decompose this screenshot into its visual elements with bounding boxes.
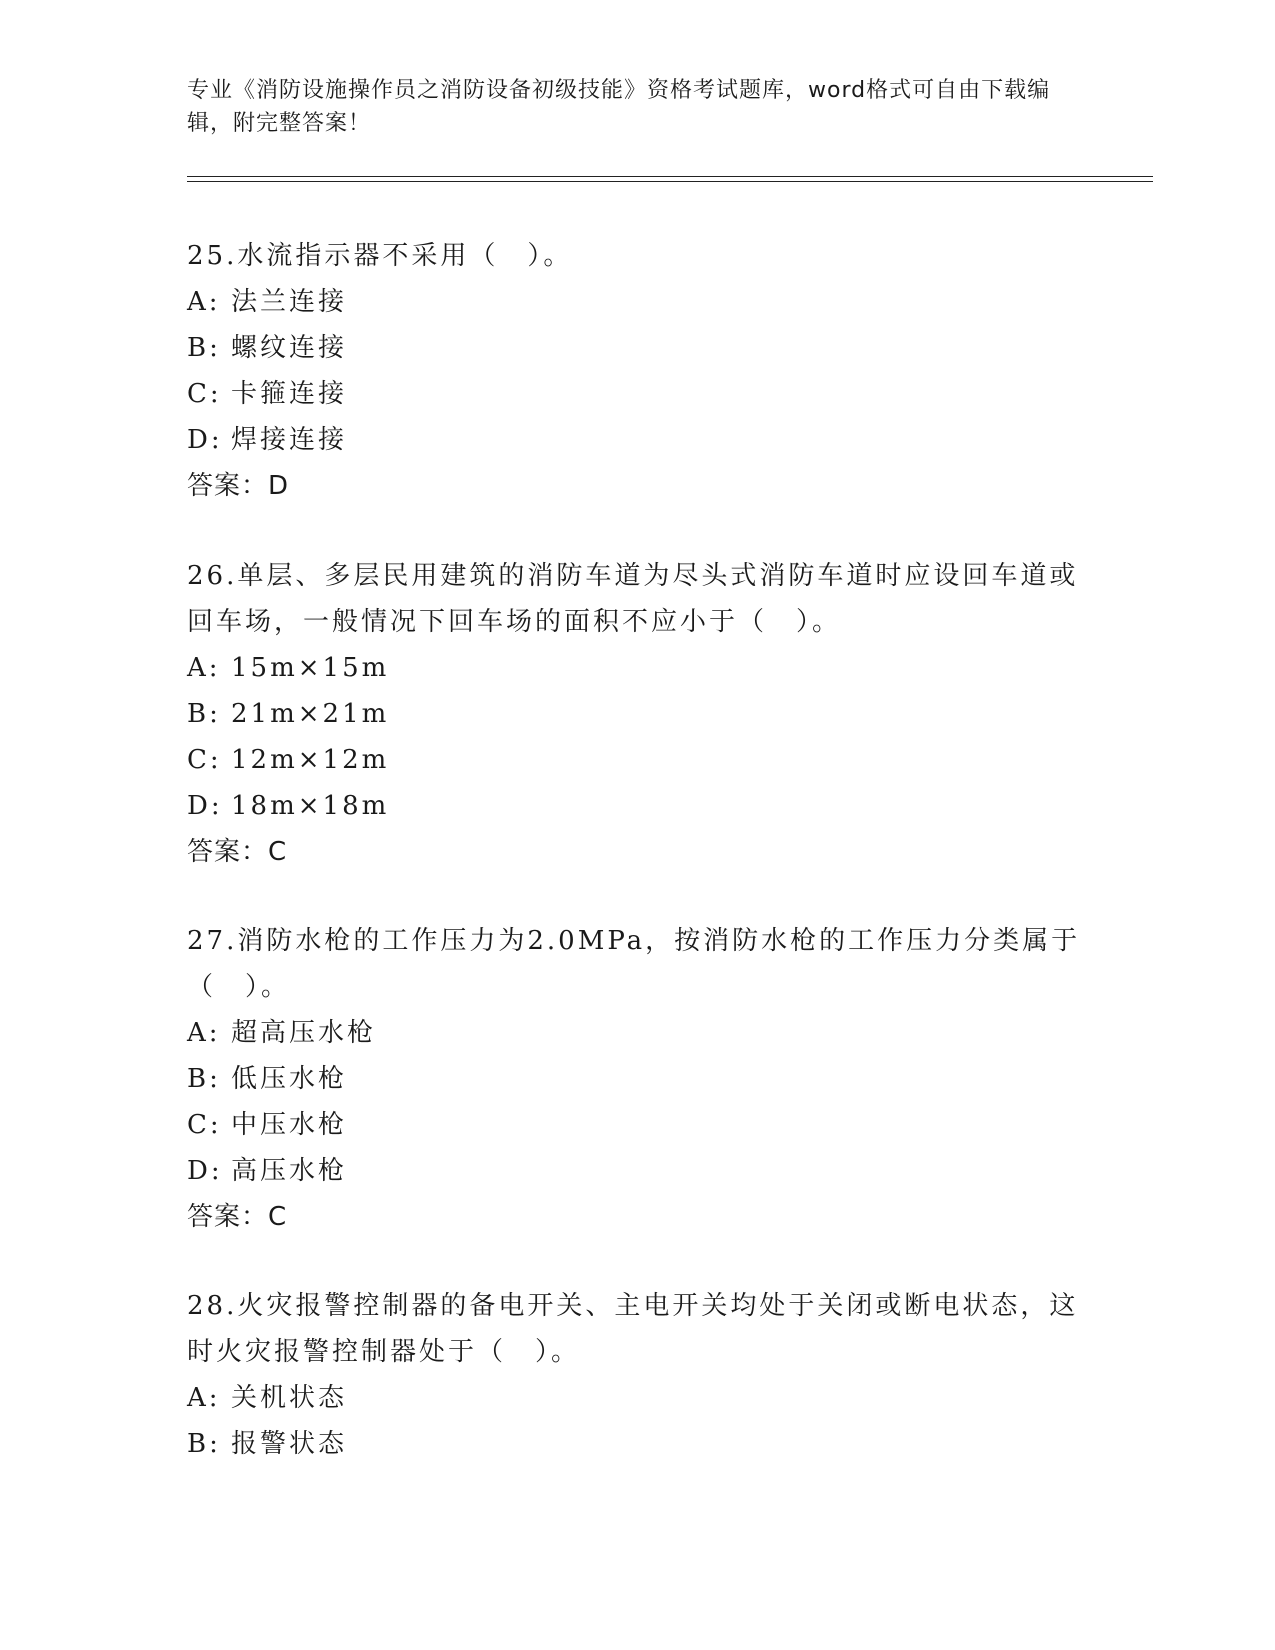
- option-d: [187, 417, 1087, 463]
- option-letter: B:: [187, 1064, 221, 1094]
- answer: 答案：C: [187, 1202, 288, 1232]
- option-b: [187, 325, 1087, 371]
- option-c: [187, 1102, 1087, 1148]
- option-text: 螺纹连接: [231, 333, 348, 363]
- answer: 答案：D: [187, 471, 290, 501]
- option-text: 18m×18m: [231, 791, 390, 821]
- option-text: 低压水枪: [231, 1064, 348, 1094]
- option-text: 焊接连接: [231, 425, 348, 455]
- option-letter: C:: [187, 1110, 222, 1140]
- option-letter: A:: [187, 1018, 221, 1048]
- question-stem: 27.消防水枪的工作压力为2.0MPa，按消防水枪的工作压力分类属于（ ）。: [187, 926, 1081, 1002]
- answer: 答案：C: [187, 837, 288, 867]
- option-d: [187, 783, 1087, 829]
- option-text: 报警状态: [231, 1429, 348, 1459]
- option-letter: A:: [187, 653, 221, 683]
- option-b: [187, 1421, 1087, 1467]
- option-text: 卡箍连接: [231, 379, 348, 409]
- option-text: 15m×15m: [231, 653, 390, 683]
- option-text: 高压水枪: [231, 1156, 348, 1186]
- header-divider-top: [187, 176, 1153, 177]
- option-letter: A:: [187, 1383, 221, 1413]
- option-c: [187, 371, 1087, 417]
- option-letter: D:: [187, 1156, 223, 1186]
- document-header: [187, 74, 1087, 140]
- option-letter: C:: [187, 745, 222, 775]
- option-letter: A:: [187, 287, 221, 317]
- question-27: [187, 918, 1087, 1240]
- option-a: [187, 279, 1087, 325]
- option-letter: D:: [187, 425, 223, 455]
- question-25: [187, 233, 1087, 509]
- header-divider-bottom: [187, 181, 1153, 182]
- option-b: [187, 691, 1087, 737]
- question-stem: 25.水流指示器不采用（ ）。: [187, 241, 573, 271]
- option-letter: B:: [187, 699, 221, 729]
- question-stem: 26.单层、多层民用建筑的消防车道为尽头式消防车道时应设回车道或回车场，一般情况下回车场的面积不应小于（ ）。: [187, 561, 1079, 637]
- option-letter: C:: [187, 379, 222, 409]
- option-text: 法兰连接: [231, 287, 348, 317]
- option-a: [187, 1375, 1087, 1421]
- option-a: [187, 645, 1087, 691]
- option-d: [187, 1148, 1087, 1194]
- option-letter: B:: [187, 333, 221, 363]
- option-letter: D:: [187, 791, 223, 821]
- option-text: 关机状态: [231, 1383, 348, 1413]
- option-text: 12m×12m: [231, 745, 390, 775]
- option-b: [187, 1056, 1087, 1102]
- option-a: [187, 1010, 1087, 1056]
- option-text: 中压水枪: [231, 1110, 348, 1140]
- question-26: [187, 553, 1087, 875]
- option-text: 21m×21m: [231, 699, 390, 729]
- option-text: 超高压水枪: [231, 1018, 377, 1048]
- question-stem: 28.火灾报警控制器的备电开关、主电开关均处于关闭或断电状态，这时火灾报警控制器处于（ ）。: [187, 1291, 1079, 1367]
- question-28: [187, 1283, 1087, 1467]
- header-text: 专业《消防设施操作员之消防设备初级技能》资格考试题库，word格式可自由下载编辑，附完整答案！: [187, 78, 1051, 136]
- option-letter: B:: [187, 1429, 221, 1459]
- option-c: [187, 737, 1087, 783]
